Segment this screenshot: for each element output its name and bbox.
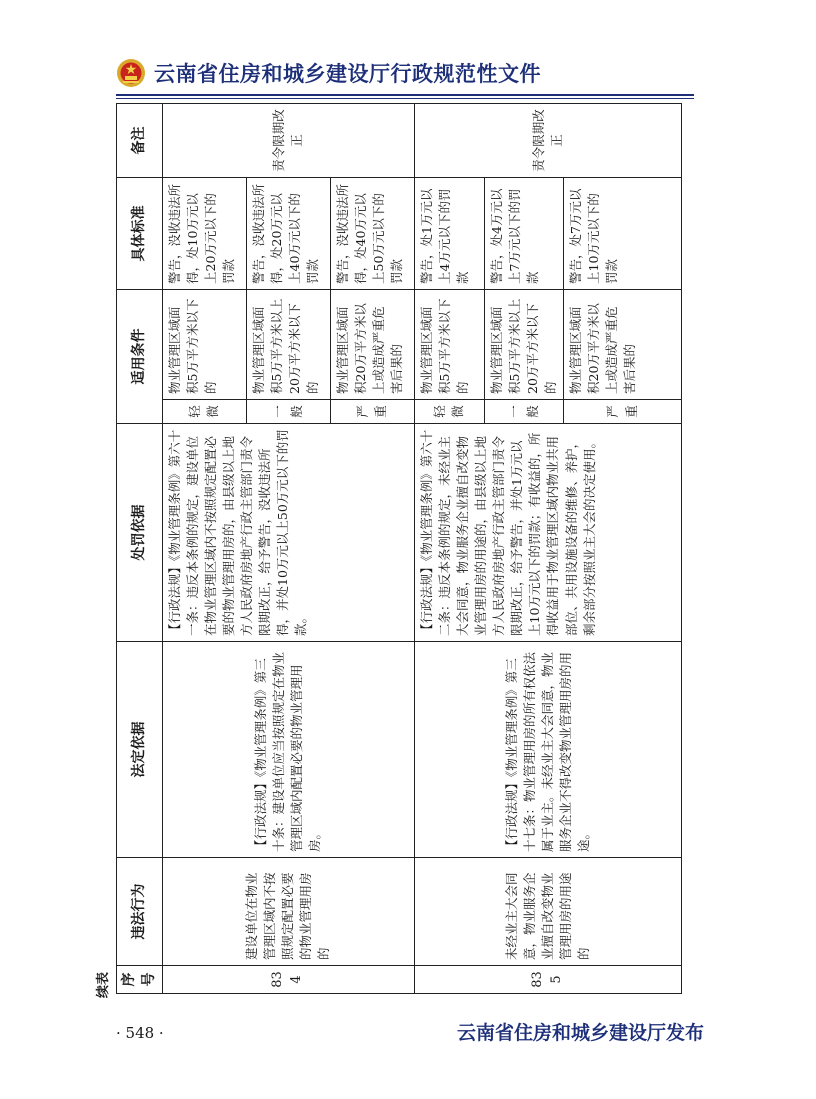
- condition-cell: 物业管理区域面积20万平方米以上或造成严重危害后果的: [330, 290, 414, 400]
- standard-cell: 警告，处7万元以上10万元以下的罚款: [564, 178, 682, 290]
- legal-basis-cell: 【行政法规】《物业管理条例》第三十七条：物业管理用房的所有权依法属于业主。未经业主大会同意，物业服务企业不得改变物业管理用房的用途。: [414, 642, 682, 858]
- condition-cell: 物业管理区域面积20万平方米以上或造成严重危害后果的: [564, 290, 682, 400]
- level-cell: 严重: [564, 400, 682, 424]
- col-header-note: 备注: [117, 104, 163, 178]
- col-header-violation: 违法行为: [117, 858, 163, 966]
- header-rule-thin: [116, 98, 694, 99]
- condition-cell: 物业管理区域面积5万平方米以上20万平方米以下的: [484, 290, 564, 400]
- header-rule: [116, 94, 694, 96]
- standard-cell: 警告，没收违法所得，处10万元以上20万元以下的罚款: [162, 178, 246, 290]
- rotated-table-container: [96, 104, 680, 998]
- note-cell: 责令限期改正: [162, 104, 414, 178]
- level-cell: 轻微: [414, 400, 484, 424]
- seq-cell: 834: [162, 966, 414, 994]
- header-title: 云南省住房和城乡建设厅行政规范性文件: [154, 62, 541, 86]
- standard-cell: 警告，没收违法所得，处40万元以上50万元以下的罚款: [330, 178, 414, 290]
- condition-cell: 物业管理区域面积5万平方米以下的: [414, 290, 484, 400]
- condition-cell: 物业管理区域面积5万平方米以上20万平方米以下的: [246, 290, 330, 400]
- condition-cell: 物业管理区域面积5万平方米以下的: [162, 290, 246, 400]
- standard-cell: 警告，处4万元以上7万元以下的罚款: [484, 178, 564, 290]
- table-row: [162, 104, 246, 994]
- national-emblem-icon: [116, 58, 146, 88]
- level-cell: 一般: [484, 400, 564, 424]
- col-header-legal-basis: 法定依据: [117, 642, 163, 858]
- page-header: [116, 56, 541, 90]
- table-row: [414, 104, 484, 994]
- col-header-penalty-basis: 处罚依据: [117, 424, 163, 642]
- col-header-conditions: 适用条件: [117, 290, 163, 424]
- standard-cell: 警告，处1万元以上4万元以下的罚款: [414, 178, 484, 290]
- level-cell: 一般: [246, 400, 330, 424]
- table-header-row: [117, 104, 163, 994]
- violation-cell: 建设单位在物业管理区域内不按照规定配置必要的物业管理用房的: [162, 858, 414, 966]
- penalty-basis-cell: 【行政法规】《物业管理条例》第六十一条：违反本条例的规定，建设单位在物业管理区域内不按照规定配置必要的物业管理用房的，由县级以上地方人民政府房地产行政主管部门责令限期改正，给予警告，没收违法所得，并处10万元以上50万元以下的罚款。: [162, 424, 414, 642]
- violation-cell: 未经业主大会同意，物业服务企业擅自改变物业管理用房的用途的: [414, 858, 682, 966]
- col-header-standard: 具体标准: [117, 178, 163, 290]
- col-header-seq: 序号: [117, 966, 163, 994]
- page-number: · 548 ·: [116, 1024, 164, 1042]
- continued-label: 续表: [96, 971, 111, 998]
- footer-publisher: 云南省住房和城乡建设厅发布: [456, 1022, 704, 1044]
- note-cell: 责令限期改正: [414, 104, 682, 178]
- level-cell: 轻微: [162, 400, 246, 424]
- penalty-table: [116, 103, 682, 994]
- level-cell: 严重: [330, 400, 414, 424]
- standard-cell: 警告，没收违法所得，处20万元以上40万元以下的罚款: [246, 178, 330, 290]
- penalty-basis-cell: 【行政法规】《物业管理条例》第六十二条：违反本条例的规定，未经业主大会同意，物业服务企业擅自改变物业管理用房的用途的，由县级以上地方人民政府房地产行政主管部门责令限期改正，给予警告，并处1万元以上10万元以下的罚款；有收益的，所得收益用于物业管理区域内物业共用部位、共用设施设备的维修、养护，剩余部分按照业主大会的决定使用。: [414, 424, 682, 642]
- legal-basis-cell: 【行政法规】《物业管理条例》第三十条：建设单位应当按照规定在物业管理区域内配置必要的物业管理用房。: [162, 642, 414, 858]
- seq-cell: 835: [414, 966, 682, 994]
